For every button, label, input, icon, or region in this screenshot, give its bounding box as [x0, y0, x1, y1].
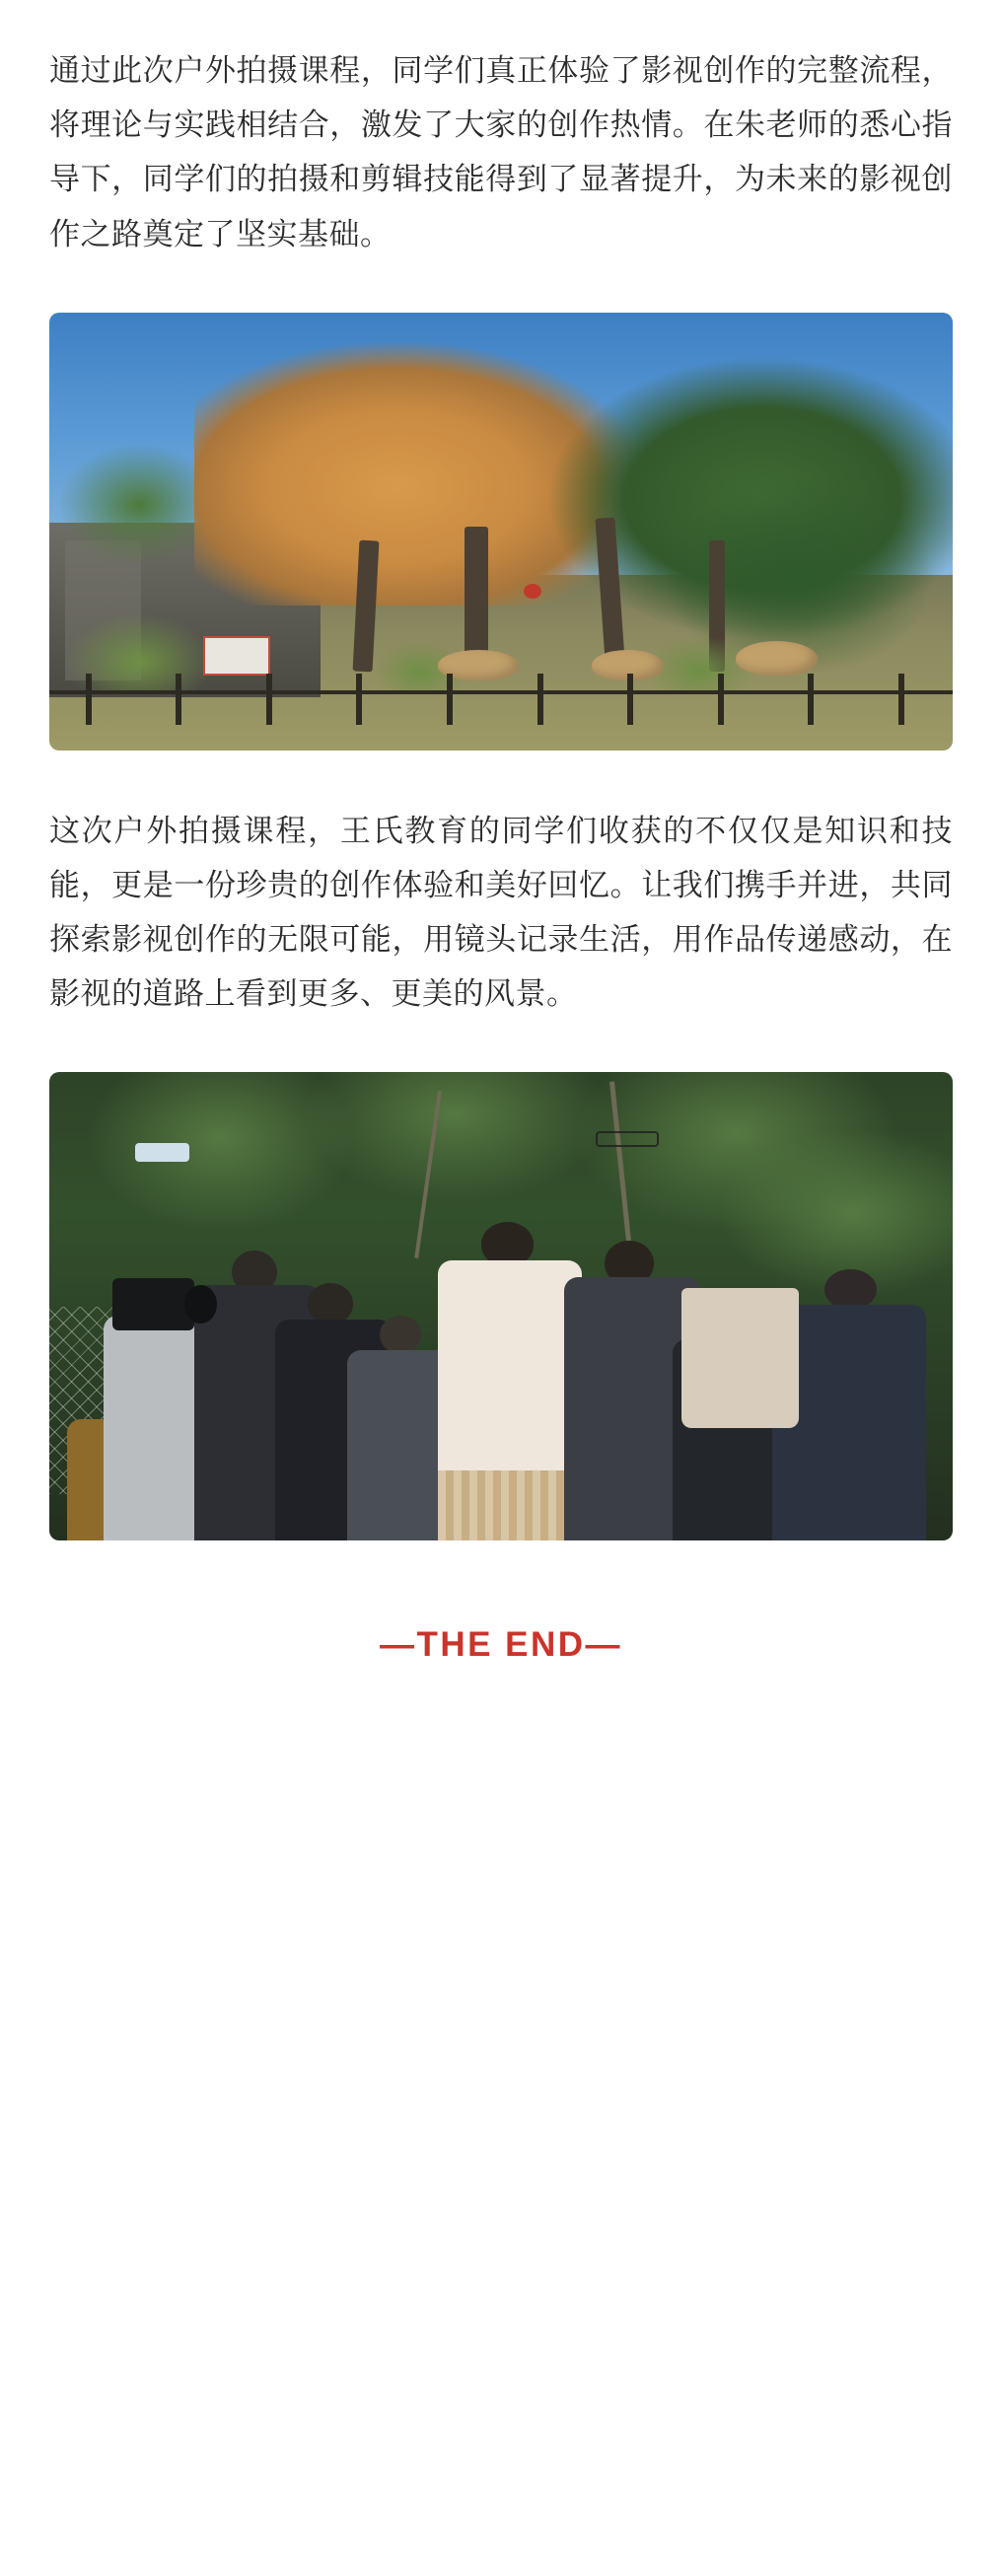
- wooden-fence: [49, 667, 953, 728]
- fence-post: [176, 674, 181, 726]
- fence-post: [447, 674, 453, 726]
- end-mark-container: [49, 1540, 953, 1702]
- fence-rail: [49, 690, 953, 694]
- paragraph-2: 这次户外拍摄课程，王氏教育的同学们收获的不仅仅是知识和技能，更是一份珍贵的创作体验和美好回忆。让我们携手并进，共同探索影视创作的无限可能，用镜头记录生活，用作品传递感动，在影视的道路上看到更多、更美的风景。: [49, 813, 953, 1012]
- camera-icon: [112, 1278, 193, 1329]
- fence-post: [627, 674, 633, 726]
- figure-autumn-park: [49, 313, 953, 751]
- handbag: [681, 1288, 799, 1429]
- fence-post: [266, 674, 272, 726]
- fence-post: [356, 674, 362, 726]
- person-figure: [438, 1222, 583, 1540]
- figure-students: [49, 1072, 953, 1540]
- autumn-park-photo: [49, 313, 953, 751]
- fence-post: [898, 674, 904, 726]
- fence-post: [808, 674, 814, 726]
- students-outdoor-shooting-photo: [49, 1072, 953, 1540]
- spacer: [49, 751, 953, 804]
- fence-post: [718, 674, 724, 726]
- fence-post: [537, 674, 543, 726]
- paragraph-1: 通过此次户外拍摄课程，同学们真正体验了影视创作的完整流程，将理论与实践相结合，激发了大家的创作热情。在朱老师的悉心指导下，同学们的拍摄和剪辑技能得到了显著提升，为未来的影视创作之路奠定了坚实基础。: [49, 53, 953, 251]
- fence-post: [86, 674, 92, 726]
- end-mark: —THE END—: [379, 1625, 623, 1665]
- eyeglasses: [596, 1131, 659, 1147]
- face-mask: [135, 1143, 189, 1162]
